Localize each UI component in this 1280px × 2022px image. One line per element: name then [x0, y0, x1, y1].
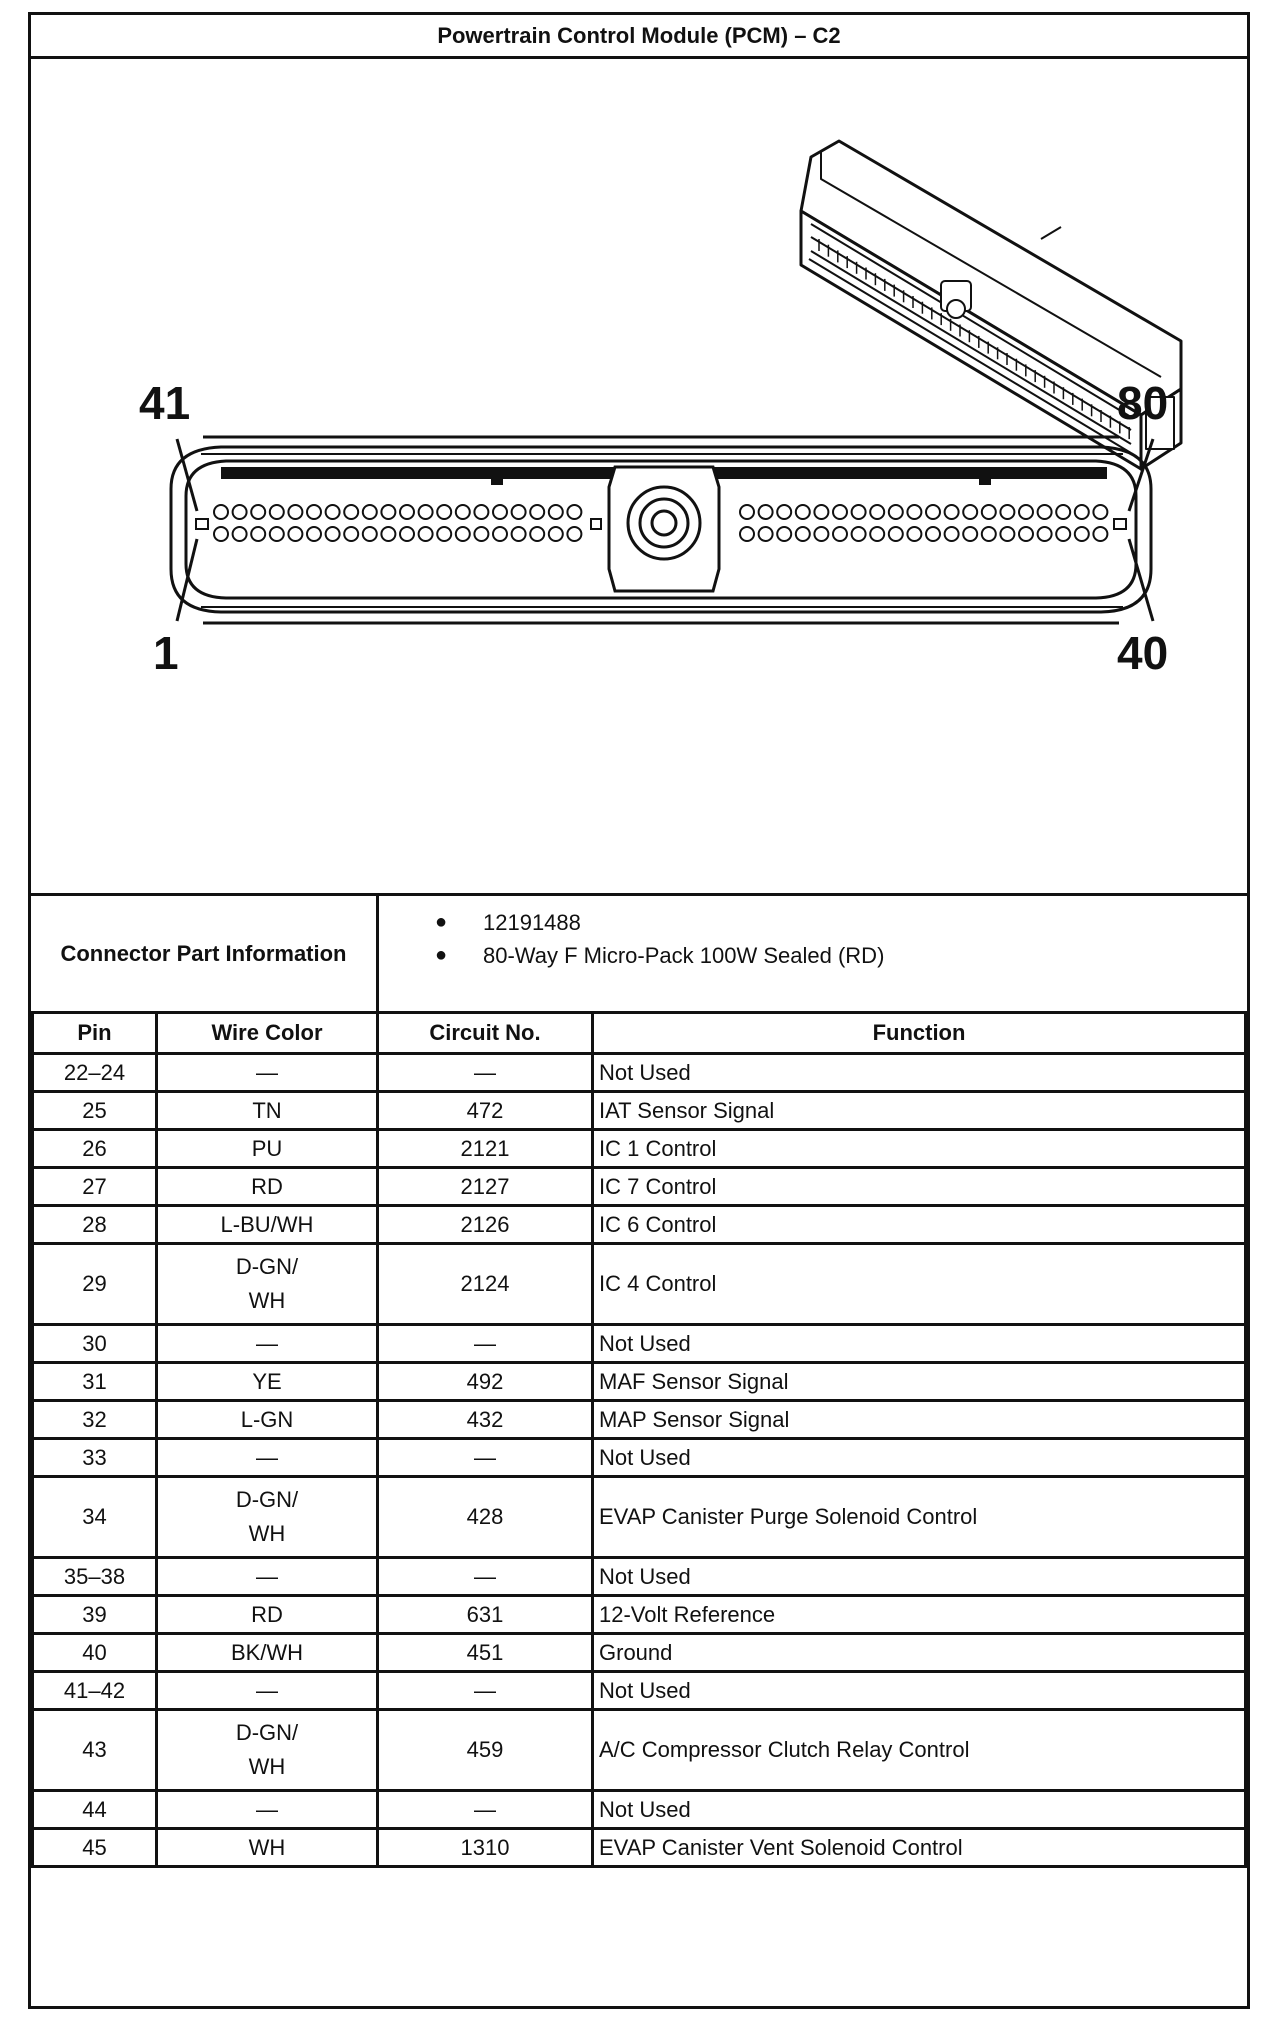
wire-color-text: WH [248, 1754, 286, 1779]
latch-boss [609, 467, 719, 591]
table-row [33, 1401, 1246, 1439]
circuit-number-cell: 2124 [378, 1244, 593, 1325]
wire-color-text: — [256, 1563, 278, 1589]
pin-cell: 45 [33, 1829, 157, 1867]
pin-cavity [1093, 505, 1107, 519]
table-row [33, 1710, 1246, 1791]
pin-cavity [1038, 527, 1052, 541]
function-cell: IC 1 Control [593, 1130, 1246, 1168]
wire-color-text: — [256, 1059, 278, 1085]
pin-cavity [419, 527, 433, 541]
table-row [33, 1439, 1246, 1477]
pin-cavity [1075, 527, 1089, 541]
pin-cell: 29 [33, 1244, 157, 1325]
pin-cavity [907, 505, 921, 519]
pin-cavity [907, 527, 921, 541]
pin-cavity [740, 527, 754, 541]
function-cell: Not Used [593, 1054, 1246, 1092]
bullet-icon: ● [435, 944, 448, 966]
pin-cavity [512, 527, 526, 541]
pin-cavity [288, 527, 302, 541]
pin-cavity [214, 527, 228, 541]
pin-cell: 41–42 [33, 1672, 157, 1710]
pinout-sheet [28, 12, 1250, 2009]
pin-cavity [1093, 527, 1107, 541]
connector-part-information [31, 893, 1247, 1011]
pin-cavity [852, 527, 866, 541]
wire-color-text: RD [251, 1173, 283, 1199]
circuit-number-cell: 1310 [378, 1829, 593, 1867]
pin-cavity [889, 527, 903, 541]
pin-cavity [740, 505, 754, 519]
circuit-number-cell: 472 [378, 1092, 593, 1130]
pin-cavity [437, 527, 451, 541]
pin-cell: 39 [33, 1596, 157, 1634]
wire-color-text: PU [251, 1135, 283, 1161]
pinout-table-body [33, 1054, 1246, 1867]
table-row [33, 1477, 1246, 1558]
pin-cavity [344, 527, 358, 541]
pin-cavity [400, 527, 414, 541]
pin-cavity [233, 505, 247, 519]
pin-cavity [549, 505, 563, 519]
wire-color-cell [157, 1710, 378, 1791]
pin-cavity [1056, 527, 1070, 541]
pin-cavity [982, 505, 996, 519]
pin-cavity [926, 505, 940, 519]
function-cell: Not Used [593, 1325, 1246, 1363]
pin-cavity [889, 505, 903, 519]
circuit-number-cell: 2127 [378, 1168, 593, 1206]
pin-cavity [1075, 505, 1089, 519]
pin-cavity [381, 505, 395, 519]
table-row [33, 1130, 1246, 1168]
wire-color-text: YE [252, 1368, 282, 1394]
table-header-row [33, 1013, 1246, 1054]
function-cell: Ground [593, 1634, 1246, 1672]
pin-cavity [852, 505, 866, 519]
pin-cell: 22–24 [33, 1054, 157, 1092]
pin-cavity [214, 505, 228, 519]
pin-cavity [982, 527, 996, 541]
pin-cavity [251, 527, 265, 541]
pin-cavity [363, 527, 377, 541]
pin-cavity [344, 505, 358, 519]
table-row [33, 1325, 1246, 1363]
wire-color-cell [157, 1401, 378, 1439]
pin-cell: 32 [33, 1401, 157, 1439]
pin-label-1: 1 [153, 627, 179, 679]
table-row [33, 1672, 1246, 1710]
pin-cell: 26 [33, 1130, 157, 1168]
wire-color-cell [157, 1244, 378, 1325]
header-wire-color: Wire Color [157, 1013, 378, 1054]
function-cell: IC 6 Control [593, 1206, 1246, 1244]
pin-cavity [233, 527, 247, 541]
function-cell: MAP Sensor Signal [593, 1401, 1246, 1439]
table-row [33, 1363, 1246, 1401]
function-cell: IC 7 Control [593, 1168, 1246, 1206]
pin-cell: 33 [33, 1439, 157, 1477]
pin-cavity [963, 505, 977, 519]
connector-info-list [379, 896, 1247, 1021]
wire-color-text: L-GN [240, 1406, 294, 1432]
function-cell: IC 4 Control [593, 1244, 1246, 1325]
circuit-number-cell: 432 [378, 1401, 593, 1439]
table-row [33, 1829, 1246, 1867]
wire-color-cell [157, 1206, 378, 1244]
wire-color-cell [157, 1634, 378, 1672]
pin-cavity [1000, 505, 1014, 519]
pin-cavity [814, 505, 828, 519]
pin-cavity [1056, 505, 1070, 519]
wire-color-cell [157, 1791, 378, 1829]
wire-color-text: D-GN/ [235, 1487, 299, 1512]
pin-cavity [833, 505, 847, 519]
wire-color-cell [157, 1168, 378, 1206]
document-title: Powertrain Control Module (PCM) – C2 [31, 15, 1247, 59]
function-cell: Not Used [593, 1672, 1246, 1710]
wire-color-text: D-GN/ [235, 1720, 299, 1745]
wire-color-text: — [256, 1796, 278, 1822]
pin-cell: 28 [33, 1206, 157, 1244]
pin-cavity [381, 527, 395, 541]
pin-cell: 25 [33, 1092, 157, 1130]
connector-diagram [31, 59, 1247, 893]
connector-info-item [379, 939, 1247, 972]
function-cell: IAT Sensor Signal [593, 1092, 1246, 1130]
circuit-number-cell: — [378, 1054, 593, 1092]
pin-cell: 35–38 [33, 1558, 157, 1596]
circuit-number-cell: 451 [378, 1634, 593, 1672]
connector-diagram-svg [31, 59, 1247, 893]
function-cell: Not Used [593, 1558, 1246, 1596]
circuit-number-cell: 428 [378, 1477, 593, 1558]
wire-color-text: — [256, 1330, 278, 1356]
pin-cavity [796, 505, 810, 519]
function-cell: A/C Compressor Clutch Relay Control [593, 1710, 1246, 1791]
pin-cavity [796, 527, 810, 541]
pin-cavity [474, 527, 488, 541]
circuit-number-cell: 631 [378, 1596, 593, 1634]
connector-info-item [379, 906, 1247, 939]
pin-cavity [549, 527, 563, 541]
wire-color-text: TN [252, 1097, 282, 1123]
pin-cell: 34 [33, 1477, 157, 1558]
pin-cavity [567, 505, 581, 519]
table-row [33, 1558, 1246, 1596]
pin-cavity [270, 505, 284, 519]
pin-cell: 30 [33, 1325, 157, 1363]
pin-cavity [945, 527, 959, 541]
wire-color-text: WH [248, 1834, 286, 1860]
pin-cavity [493, 527, 507, 541]
function-cell: Not Used [593, 1439, 1246, 1477]
wire-color-cell [157, 1439, 378, 1477]
pin-cavity [288, 505, 302, 519]
pin-cavity [493, 505, 507, 519]
pin-cavity [326, 505, 340, 519]
wire-color-text: L-BU/WH [220, 1211, 314, 1237]
pin-cell: 27 [33, 1168, 157, 1206]
function-cell: MAF Sensor Signal [593, 1363, 1246, 1401]
pin-label-40: 40 [1117, 627, 1169, 679]
function-cell: EVAP Canister Vent Solenoid Control [593, 1829, 1246, 1867]
wire-color-cell [157, 1363, 378, 1401]
pin-cavity [833, 527, 847, 541]
pin-cavity [870, 527, 884, 541]
table-row [33, 1596, 1246, 1634]
wire-color-cell [157, 1558, 378, 1596]
circuit-number-cell: — [378, 1672, 593, 1710]
circuit-number-cell: 2121 [378, 1130, 593, 1168]
pin-cavity [530, 527, 544, 541]
pin-cavity [307, 527, 321, 541]
pin-cavity [512, 505, 526, 519]
part-number: 12191488 [483, 910, 581, 935]
pin-cavity [363, 505, 377, 519]
function-cell: EVAP Canister Purge Solenoid Control [593, 1477, 1246, 1558]
circuit-number-cell: 492 [378, 1363, 593, 1401]
connector-info-label: Connector Part Information [31, 896, 379, 1011]
pin-cavity [326, 527, 340, 541]
wire-color-text: BK/WH [230, 1639, 304, 1665]
pin-cavity [1038, 505, 1052, 519]
pin-cavity [456, 527, 470, 541]
wire-color-text: WH [248, 1521, 286, 1546]
pin-cell: 31 [33, 1363, 157, 1401]
header-function: Function [593, 1013, 1246, 1054]
circuit-number-cell: — [378, 1439, 593, 1477]
header-circuit-no: Circuit No. [378, 1013, 593, 1054]
header-pin: Pin [33, 1013, 157, 1054]
table-row [33, 1054, 1246, 1092]
circuit-number-cell: — [378, 1325, 593, 1363]
pin-cavity [251, 505, 265, 519]
pin-cavity [777, 527, 791, 541]
pin-cavity [945, 505, 959, 519]
pin-cavity [307, 505, 321, 519]
pin-cavity [870, 505, 884, 519]
function-cell: Not Used [593, 1791, 1246, 1829]
pin-cavity [814, 527, 828, 541]
table-row [33, 1634, 1246, 1672]
pin-cavity [419, 505, 433, 519]
pin-cavity [1019, 527, 1033, 541]
pin-cavity [474, 505, 488, 519]
circuit-number-cell: 459 [378, 1710, 593, 1791]
pin-cavity [1019, 505, 1033, 519]
wire-color-cell [157, 1477, 378, 1558]
pin-cavity [530, 505, 544, 519]
wire-color-cell [157, 1596, 378, 1634]
circuit-number-cell: 2126 [378, 1206, 593, 1244]
pinout-table [31, 1011, 1247, 1868]
pin-cavity [437, 505, 451, 519]
pin-cavity [1000, 527, 1014, 541]
wire-color-cell [157, 1325, 378, 1363]
wire-color-cell [157, 1672, 378, 1710]
wire-color-cell [157, 1092, 378, 1130]
pin-cavity [400, 505, 414, 519]
pin-cavity [759, 505, 773, 519]
circuit-number-cell: — [378, 1791, 593, 1829]
table-row [33, 1791, 1246, 1829]
pin-cavity [759, 527, 773, 541]
wire-color-cell [157, 1829, 378, 1867]
pin-cavity [456, 505, 470, 519]
wire-color-text: — [256, 1677, 278, 1703]
wire-color-text: — [256, 1444, 278, 1470]
wire-color-cell [157, 1130, 378, 1168]
connector-description: 80-Way F Micro-Pack 100W Sealed (RD) [483, 943, 885, 968]
wire-color-text: D-GN/ [235, 1254, 299, 1279]
pin-cell: 44 [33, 1791, 157, 1829]
table-row [33, 1244, 1246, 1325]
table-row [33, 1092, 1246, 1130]
pin-cavity [567, 527, 581, 541]
pin-cavity [270, 527, 284, 541]
circuit-number-cell: — [378, 1558, 593, 1596]
wire-color-cell [157, 1054, 378, 1092]
pin-cell: 43 [33, 1710, 157, 1791]
wire-color-text: RD [251, 1601, 283, 1627]
pin-cavity [963, 527, 977, 541]
pin-cavity [926, 527, 940, 541]
pin-label-80: 80 [1117, 377, 1169, 429]
pin-label-41: 41 [139, 377, 191, 429]
wire-color-text: WH [248, 1288, 286, 1313]
bullet-icon: ● [435, 911, 448, 933]
pin-cell: 40 [33, 1634, 157, 1672]
table-row [33, 1206, 1246, 1244]
pin-cavity [777, 505, 791, 519]
table-row [33, 1168, 1246, 1206]
function-cell: 12-Volt Reference [593, 1596, 1246, 1634]
